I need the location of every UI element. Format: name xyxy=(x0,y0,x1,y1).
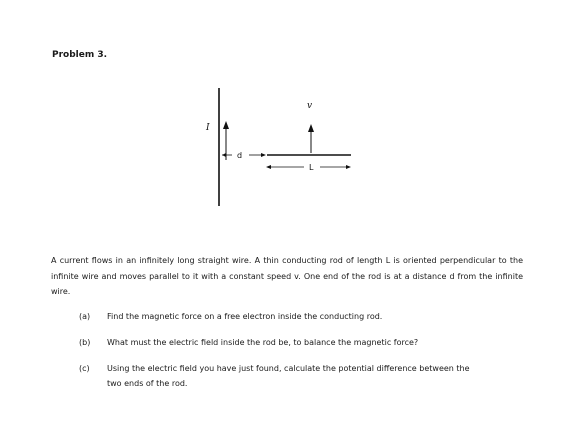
question-a xyxy=(79,309,523,324)
question-label: (a) xyxy=(79,312,91,321)
length-label: L xyxy=(309,163,314,172)
question-label: (b) xyxy=(79,338,91,347)
question-c xyxy=(79,361,523,391)
question-label: (c) xyxy=(79,364,90,373)
question-b xyxy=(79,335,523,350)
distance-label: d xyxy=(237,151,243,160)
question-text: Using the electric field you have just found, calculate the potential difference between the xyxy=(107,364,470,373)
question-text: What must the electric field inside the rod be, to balance the magnetic force? xyxy=(107,338,419,347)
question-text-continuation: two ends of the rod. xyxy=(107,379,188,388)
current-label: I xyxy=(206,123,210,133)
velocity-arrow xyxy=(308,124,314,153)
distance-arrows xyxy=(222,153,266,157)
question-text: Find the magnetic force on a free electron inside the conducting rod. xyxy=(107,312,383,321)
problem-paragraph: A current flows in an infinitely long straight wire. A thin conducting rod of length L is oriented perpendicular to the infinite wire and moves parallel to it with a constant speed v. One end of the rod is at a distance d from the infinite wire. xyxy=(51,256,523,296)
velocity-label: v xyxy=(307,101,313,111)
problem-title: Problem 3. xyxy=(52,50,108,60)
